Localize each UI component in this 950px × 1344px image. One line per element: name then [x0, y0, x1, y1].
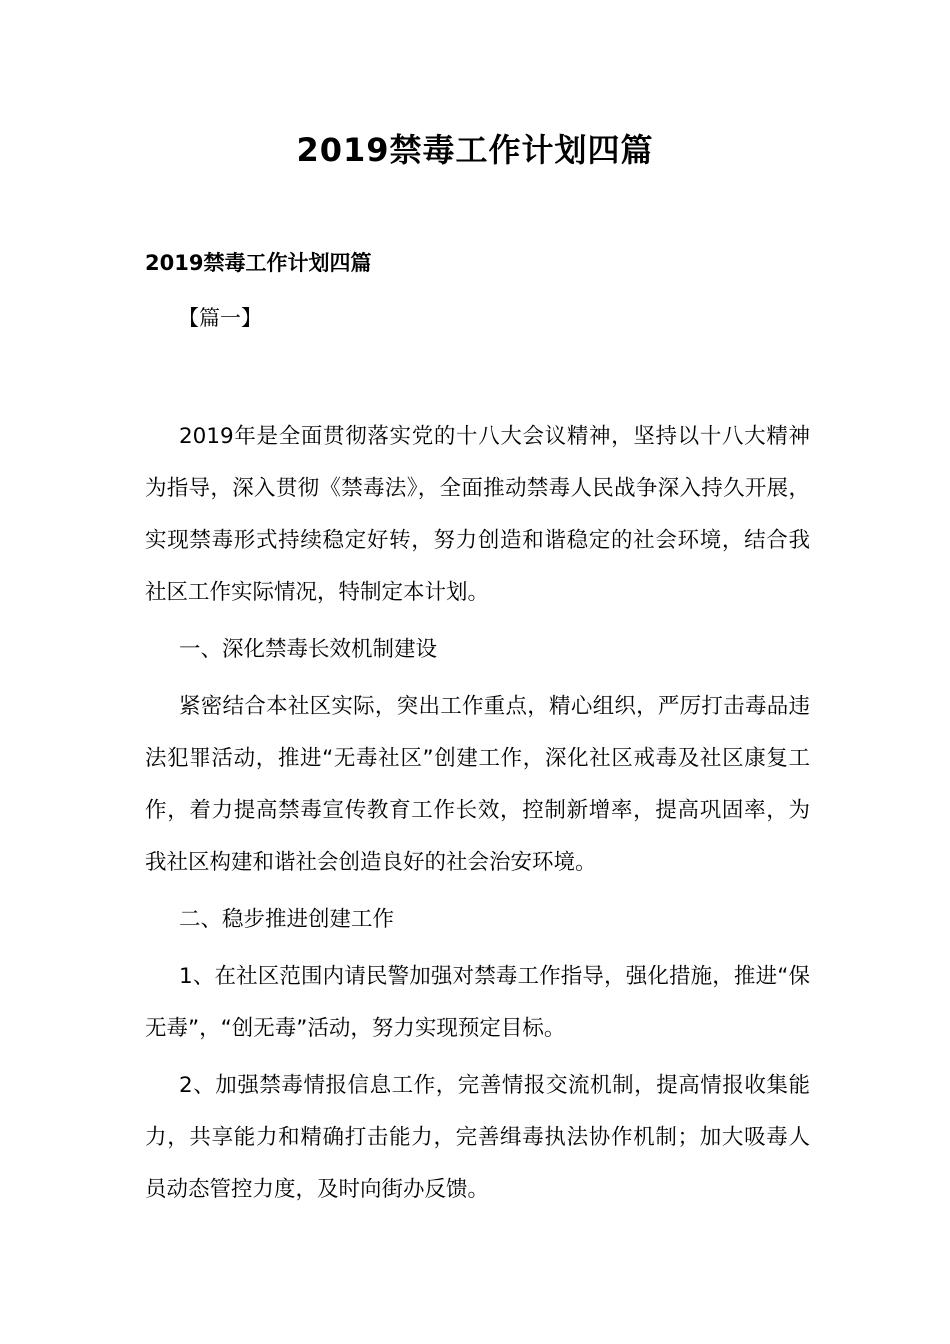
paragraph-item-2: 2、加强禁毒情报信息工作，完善情报交流机制，提高情报收集能力，共享能力和精确打击能力，完善缉毒执法协作机制；加大吸毒人员动态管控力度，及时向街办反馈。	[145, 1073, 810, 1202]
heading-section-two: 二、稳步推进创建工作	[179, 907, 395, 932]
document-title: 2019禁毒工作计划四篇	[296, 131, 654, 169]
document-body	[145, 411, 810, 1221]
section-tag: 【篇一】	[178, 306, 262, 330]
paragraph-intro: 2019年是全面贯彻落实党的十八大会议精神，坚持以十八大精神为指导，深入贯彻《禁毒法》，全面推动禁毒人民战争深入持久开展，实现禁毒形式持续稳定好转，努力创造和谐稳定的社会环境，结合我社区工作实际情况，特制定本计划。	[145, 424, 810, 605]
paragraph-section-one: 紧密结合本社区实际，突出工作重点，精心组织，严厉打击毒品违法犯罪活动，推进“无毒社区”创建工作，深化社区戒毒及社区康复工作，着力提高禁毒宣传教育工作长效，控制新增率，提高巩固率，为我社区构建和谐社会创造良好的社会治安环境。	[145, 694, 810, 875]
paragraph-item-1: 1、在社区范围内请民警加强对禁毒工作指导，强化措施，推进“保无毒”，“创无毒”活动，努力实现预定目标。	[145, 964, 810, 1041]
document-subtitle: 2019禁毒工作计划四篇	[145, 251, 372, 275]
heading-section-one: 一、深化禁毒长效机制建设	[179, 637, 438, 662]
